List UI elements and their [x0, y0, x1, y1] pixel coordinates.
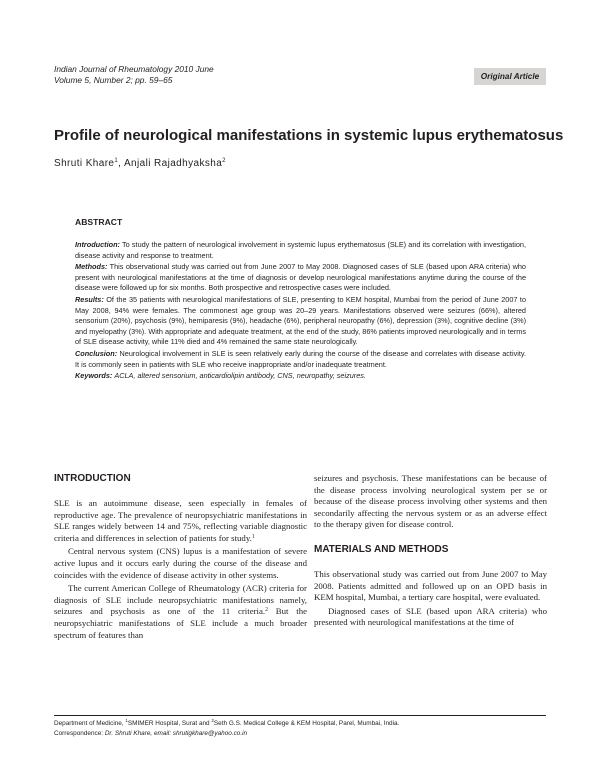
- right-column: [314, 473, 547, 631]
- abstract-methods: [75, 262, 526, 294]
- body-paragraph: This observational study was carried out from June 2007 to May 2008. Patients admitted and followed up on an OPD basis in KEM hospital, Mumbai, a tertiary care hospital, were evaluated.: [314, 568, 547, 603]
- journal-line-2: Volume 5, Number 2; pp. 59–65: [54, 75, 173, 85]
- body-paragraph: Diagnosed cases of SLE (based upon ARA criteria) who presented with neurological manifestations at the time of: [314, 605, 547, 628]
- author-name: Shruti Khare: [54, 158, 115, 169]
- abstract-results: [75, 295, 526, 348]
- abstract-text: This observational study was carried out from June 2007 to May 2008. Diagnosed cases of SLE (based upon ARA criteria) who present with neurological manifestations at the time of diagnosis or develop neurological manifestations anytime during the course of the disease were followed up for six months. Both prospective and retrospective cases were included.: [75, 262, 526, 293]
- abstract-section: [75, 217, 526, 383]
- body-paragraph: [54, 498, 307, 544]
- author-separator: ,: [118, 158, 124, 169]
- left-column: [54, 473, 307, 643]
- department-text: Department of Medicine,: [54, 720, 126, 727]
- paragraph-text: SLE is an autoimmune disease, seen especially in females of reproductive age. The prevalence of neuropsychiatric manifestations in SLE ranges widely between 14 and 75%, reflecting variable diagnostic criteria and differences in selection of patients for study.: [54, 498, 307, 543]
- institution-text: SMIMER Hospital, Surat and: [127, 720, 212, 727]
- abstract-introduction: [75, 240, 526, 261]
- materials-methods-heading: MATERIALS AND METHODS: [314, 543, 449, 555]
- journal-line-1: Indian Journal of Rheumatology 2010 June: [54, 64, 214, 74]
- author-list: [54, 158, 226, 169]
- institution-text: Seth G.S. Medical College & KEM Hospital, Parel, Mumbai, India.: [213, 720, 400, 727]
- abstract-label: Conclusion:: [75, 348, 118, 358]
- affiliation-marker: 2: [211, 718, 214, 723]
- paragraph-text: The current American College of Rheumatology (ACR) criteria for diagnosis of SLE include neuropsychiatric manifestations namely, seizures and psychosis as one of the 11 criteria.: [54, 583, 307, 617]
- footnote-divider: [54, 715, 546, 716]
- abstract-text: Neurological involvement in SLE is seen relatively early during the course of the disease and correlates with disease activity. It is commonly seen in patients with SLE who receive inappropriate and/or inadequate treatment.: [75, 348, 527, 369]
- footnote: [54, 719, 399, 738]
- citation-ref: 1: [251, 533, 255, 540]
- paragraph-text: But the neuropsychiatric manifestations of SLE include a much broader spectrum of features than: [54, 606, 307, 640]
- correspondence-label: Correspondence:: [54, 729, 105, 737]
- keywords-label: Keywords:: [75, 371, 113, 381]
- abstract-label: Results:: [75, 294, 104, 304]
- introduction-heading: INTRODUCTION: [54, 473, 131, 484]
- article-type-badge: Original Article: [474, 68, 546, 85]
- citation-ref: 2: [265, 607, 268, 614]
- abstract-text: Of the 35 patients with neurological manifestations of SLE, presenting to KEM hospital, Mumbai from the period of June 2007 to May 2008, 94% were females. The commonest age group was 20–29 years. Manifestations observed were seizures (66%), altered sensorium (20%), psychosis (9%), hemiparesis (9%), headache (6%), peripheral neuropathy (6%), depression (3%), cognitive decline (3%) and myelopathy (3%). With appropriate and adequate treatment, at the end of the study, 86% patients improved neurologically and in terms of SLE disease activity, while 11% died and 4% remained the same state neurologically.: [75, 294, 526, 347]
- abstract-label: Introduction:: [75, 240, 120, 249]
- abstract-heading: ABSTRACT: [75, 217, 123, 227]
- body-paragraph: Central nervous system (CNS) lupus is a manifestation of severe active lupus and it occurs early during the course of the disease and coincides with the evidence of disease activity in other systems.: [54, 546, 307, 580]
- correspondence-line: [54, 729, 399, 739]
- keywords-text: ACLA, altered sensorium, anticardiolipin antibody, CNS, neuropathy, seizures.: [114, 371, 366, 381]
- abstract-text: To study the pattern of neurological involvement in systemic lupus erythematosus (SLE) and its correlation with investigation, disease activity and response to treatment.: [75, 240, 526, 260]
- correspondence-text: Dr. Shruti Khare, email: shrutigkhare@yahoo.co.in: [104, 729, 248, 737]
- journal-citation: [54, 64, 214, 86]
- affiliation-marker: 2: [222, 158, 226, 164]
- affiliation-marker: 1: [125, 718, 128, 723]
- abstract-conclusion: [75, 349, 526, 370]
- body-paragraph: [54, 583, 307, 641]
- affiliations-line: [54, 719, 399, 729]
- body-paragraph: seizures and psychosis. These manifestations can be because of the disease process involving neurological system per se or because of the disease process involving other systems and then secondarily affecting the nervous system or as an adverse effect to the therapy given for disease control.: [314, 473, 547, 530]
- abstract-label: Methods:: [75, 262, 108, 272]
- affiliation-marker: 1: [114, 158, 119, 164]
- author-name: Anjali Rajadhyaksha: [123, 158, 223, 169]
- paper-title: Profile of neurological manifestations in systemic lupus erythematosus: [54, 127, 564, 144]
- abstract-keywords: [75, 371, 526, 382]
